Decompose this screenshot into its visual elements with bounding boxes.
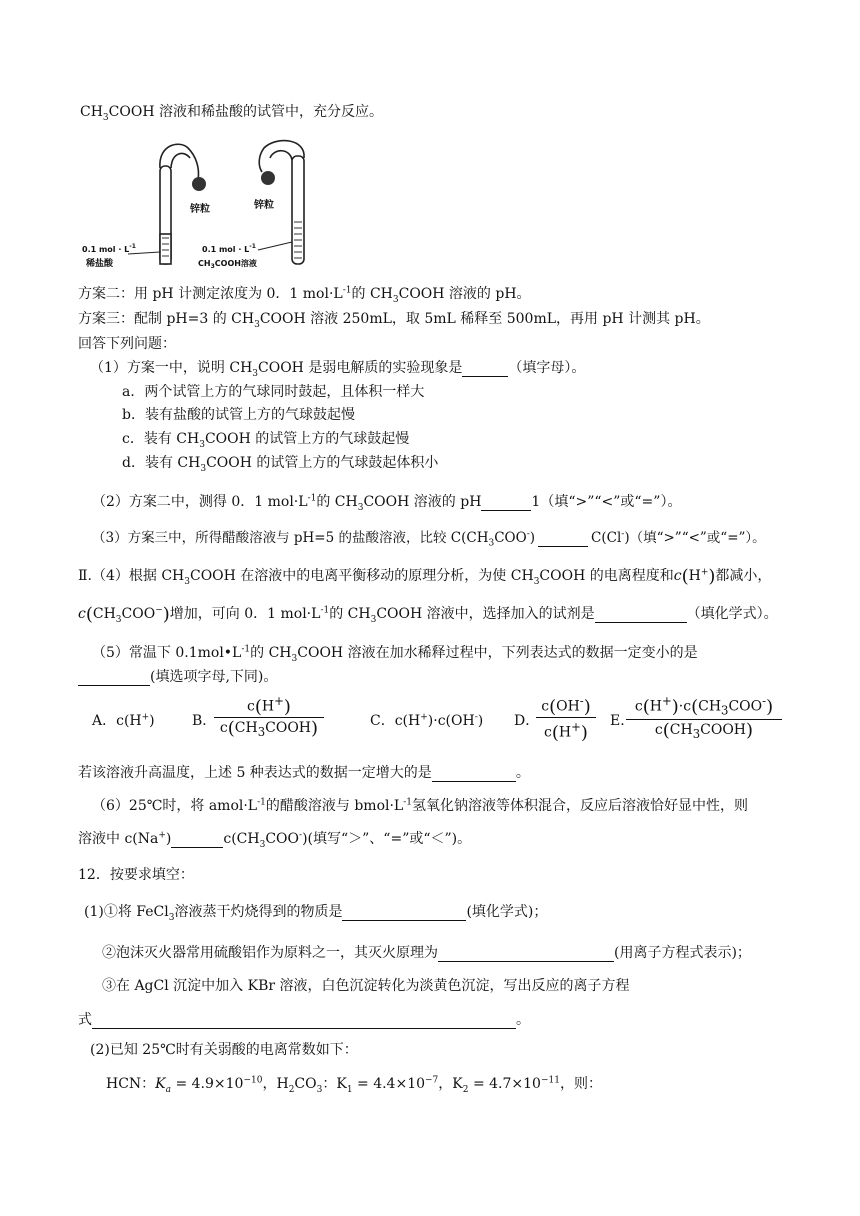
text: )·c(OH — [427, 713, 475, 729]
text: (1)①将 FeCl — [84, 904, 169, 920]
text: - — [299, 830, 303, 841]
question-6-cont — [78, 830, 471, 848]
text: COO — [494, 530, 527, 546]
text: (填化学式)； — [466, 904, 548, 920]
text: 3 — [316, 1084, 323, 1095]
text: 3 — [168, 912, 175, 923]
text: （2）方案二中，测得 0．1 mol·L — [92, 494, 308, 510]
text: )（填“>”“<”或“=”）。 — [624, 530, 766, 546]
text: COOH 溶液在加水稀释过程中，下列表达式的数据一定变小的是 — [297, 645, 698, 661]
text: 3 — [357, 502, 364, 513]
text: COOH 的电离程度和 — [539, 568, 674, 584]
option-c — [122, 430, 409, 448]
answer-blank[interactable] — [462, 362, 508, 377]
text: (填选项字母,下同)。 — [150, 669, 278, 685]
text: c．装有 CH — [122, 431, 200, 447]
text: A．c(H — [92, 713, 142, 729]
zinc-granule-right — [261, 171, 275, 185]
text: COOH 溶液和稀盐酸的试管中，充分反应。 — [108, 104, 383, 120]
text: - — [621, 529, 625, 540]
text: + — [700, 567, 709, 578]
text: COOH 溶液中，选择加入的试剂是 — [376, 606, 595, 622]
option-B-label: B． — [192, 713, 217, 729]
option-C — [370, 712, 483, 730]
question-5-temp — [78, 764, 530, 782]
text: 的醋酸溶液与 bmol·L — [265, 798, 404, 814]
text: CH — [80, 104, 103, 120]
zinc-label-left: 锌粒 — [190, 204, 210, 215]
text: 3 — [184, 576, 190, 587]
option-B-fraction — [214, 694, 324, 738]
text: -1 — [342, 285, 352, 296]
text: 1（填“>”“<”或“=”）。 — [531, 494, 682, 510]
text: 式 — [78, 1012, 92, 1028]
answer-blank[interactable] — [342, 906, 466, 921]
text: 。 — [515, 765, 530, 781]
numerator: c(H+) — [247, 694, 291, 718]
text: CO — [294, 1076, 317, 1092]
text: − — [155, 605, 163, 616]
text: + — [141, 712, 150, 723]
question-12-1 — [84, 903, 547, 921]
answer-heading: 回答下列问题： — [78, 336, 176, 352]
zinc-granule-left — [192, 177, 206, 191]
text: Ⅱ.（4）根据 CH — [78, 568, 185, 584]
text: ，K — [438, 1076, 463, 1092]
option-A — [92, 712, 155, 730]
answer-blank[interactable] — [595, 608, 687, 623]
text: 1 — [346, 1084, 353, 1095]
text: 增加，可向 0．1 mol·L — [169, 606, 321, 622]
question-12: 12．按要求填空： — [78, 867, 194, 883]
text: 3 — [252, 368, 259, 379]
question-2 — [92, 493, 681, 511]
text: -1 — [307, 493, 317, 504]
text: H — [688, 568, 701, 584]
question-12-5 — [106, 1075, 602, 1093]
text: K — [155, 1076, 166, 1092]
option-E-label: E. — [610, 713, 625, 729]
text: （填化学式）。 — [686, 606, 778, 622]
text: d．装有 CH — [122, 455, 201, 471]
text: 方案三：配制 pH=3 的 CH — [78, 311, 255, 327]
text: 若该溶液升高温度，上述 5 种表达式的数据一定增大的是 — [78, 765, 432, 781]
text: COO — [121, 606, 156, 622]
text: −7 — [425, 1075, 439, 1086]
text: COOH 溶液的 pH。 — [398, 286, 531, 302]
text: c — [673, 568, 682, 584]
text: COOH 在溶液中的电离平衡移动的原理分析，为使 CH — [189, 568, 534, 584]
text: 3 — [488, 538, 495, 549]
text: （3）方案三中，所得醋酸溶液与 pH=5 的盐酸溶液，比较 C(CH — [92, 530, 489, 546]
text: c(CH — [223, 831, 260, 847]
text: )(填写“＞”、“=”或“＜”)。 — [302, 831, 472, 847]
text: 溶液中 c(Na — [78, 831, 159, 847]
plan-two — [78, 285, 531, 303]
text: COOH 溶液的 pH — [363, 494, 482, 510]
text: （1）方案一中，说明 CH — [90, 360, 253, 376]
text: 都减小， — [715, 568, 772, 584]
denominator: $c(CH_3COOH)$ — [626, 719, 782, 741]
text: ：K — [322, 1076, 347, 1092]
left-solution-name: 稀盐酸 — [86, 259, 114, 269]
text: −10 — [243, 1075, 263, 1086]
text: （填字母）。 — [508, 360, 586, 376]
text: COOH 的试管上方的气球鼓起体积小 — [206, 455, 439, 471]
question-5-cont — [78, 668, 277, 686]
denominator: c(H+) — [536, 717, 596, 741]
text: COOH 是弱电解质的实验现象是 — [258, 360, 463, 376]
text: C(Cl — [591, 530, 622, 546]
answer-blank[interactable] — [171, 833, 223, 848]
text: 的 CH — [316, 494, 358, 510]
numerator: c(OH-) — [541, 694, 591, 718]
intro-line — [80, 103, 383, 121]
question-12-3: ③在 AgCl 沉淀中加入 KBr 溶液，白色沉淀转化为淡黄色沉淀，写出反应的离子方程 — [102, 978, 630, 994]
text: 3 — [291, 653, 298, 664]
answer-blank[interactable] — [481, 496, 531, 511]
plan-three — [78, 310, 710, 328]
right-concentration: 0.1 mol · $L^{-1}$ — [202, 243, 256, 254]
text: 方案二：用 pH 计测定浓度为 0．1 mol·L — [78, 286, 343, 302]
option-b: b．装有盐酸的试管上方的气球鼓起慢 — [122, 407, 355, 423]
text: 溶液蒸干灼烧得到的物质是 — [174, 904, 343, 920]
text: 3 — [254, 319, 260, 330]
text: 3 — [259, 839, 266, 850]
answer-blank[interactable] — [78, 671, 150, 686]
right-solution-name: $CH_3COOH$溶液 — [198, 259, 257, 270]
question-3 — [92, 529, 766, 547]
text: COO — [265, 831, 300, 847]
answer-blank[interactable] — [432, 767, 516, 782]
text: −11 — [540, 1075, 560, 1086]
text: 的 CH — [329, 606, 371, 622]
text: 的 CH — [250, 645, 292, 661]
text: 2 — [462, 1084, 469, 1095]
option-d — [122, 454, 438, 472]
text: = 4.7×10 — [468, 1076, 541, 1092]
denominator: $c(CH_3COOH)$ — [214, 717, 324, 739]
answer-blank[interactable] — [92, 1014, 516, 1029]
text: 。 — [516, 1012, 530, 1028]
text: 2 — [288, 1084, 295, 1095]
text: （6）25℃时，将 amol·L — [92, 798, 258, 814]
text: + — [158, 830, 166, 841]
text: - — [526, 529, 530, 540]
answer-blank[interactable] — [538, 532, 588, 547]
question-5 — [92, 644, 698, 662]
option-a: a．两个试管上方的气球同时鼓起，且体积一样大 — [122, 384, 425, 400]
text: COOH 的试管上方的气球鼓起慢 — [204, 431, 410, 447]
text: ) — [149, 713, 155, 729]
option-D-fraction — [536, 694, 596, 744]
text: 3 — [200, 463, 207, 474]
text: ) — [477, 713, 484, 729]
text: 3 — [199, 439, 205, 450]
text: (用离子方程式表示)； — [614, 945, 751, 961]
text: -1 — [403, 797, 413, 808]
text: - — [474, 712, 478, 723]
text: C．c(H — [370, 713, 421, 729]
text: -1 — [241, 644, 251, 655]
question-4: Ⅱ.（4）根据 $CH_3COOH$ 在溶液中的电离平衡移动的原理分析，为使 $CH_3COOH$ 的电离程度和c(H+)都减小， — [78, 566, 772, 587]
question-12-2 — [102, 944, 751, 962]
text: ②泡沫灭火器常用硫酸铝作为原料之一，其灭火原理为 — [102, 945, 438, 961]
text: （5）常温下 0.1mol•L — [92, 645, 242, 661]
zinc-label-right: 锌粒 — [254, 200, 274, 211]
left-concentration: 0.1 mol · $L^{-1}$ — [82, 243, 136, 254]
answer-blank[interactable] — [438, 947, 614, 962]
question-12-3-cont — [78, 1011, 530, 1029]
text: COOH 溶液 250mL，取 5mL 稀释至 500mL，再用 pH 计测其 pH。 — [259, 311, 710, 327]
text: -1 — [320, 605, 330, 616]
test-tube-figure — [80, 138, 320, 270]
question-1 — [90, 359, 585, 377]
text: -1 — [257, 797, 266, 808]
text: HCN： — [106, 1076, 156, 1092]
text: 的 CH — [351, 286, 393, 302]
text: 3 — [115, 614, 122, 625]
text: = 4.4×10 — [352, 1076, 426, 1092]
text: + — [420, 712, 428, 723]
text: CH — [92, 606, 116, 622]
text: ) — [529, 530, 536, 546]
question-4-cont: $c(CH_3COO^-)$增加，可向 0．1 $mol\cdot L^{-1}$的 $CH_3COOH$ 溶液中，选择加入的试剂是 （填化学式）。 — [78, 604, 778, 625]
text: 氢氧化钠溶液等体积混合，反应后溶液恰好显中性，则 — [412, 798, 749, 814]
text: ，则： — [559, 1076, 602, 1092]
text: = 4.9×10 — [171, 1076, 244, 1092]
text: 3 — [392, 294, 399, 305]
text: 3 — [370, 614, 377, 625]
option-E-fraction — [626, 694, 782, 741]
question-6 — [92, 797, 748, 815]
option-D-label: D． — [514, 713, 540, 729]
question-12-4: (2)已知 25℃时有关弱酸的电离常数如下： — [90, 1042, 358, 1058]
text: 3 — [533, 576, 540, 587]
text: 3 — [102, 112, 109, 123]
text: ，H — [262, 1076, 289, 1092]
text: c — [78, 606, 86, 622]
text: ) — [165, 831, 172, 847]
text: a — [165, 1084, 172, 1095]
numerator: $c(H^+)\cdot c(CH_3COO^-)$ — [634, 694, 774, 718]
